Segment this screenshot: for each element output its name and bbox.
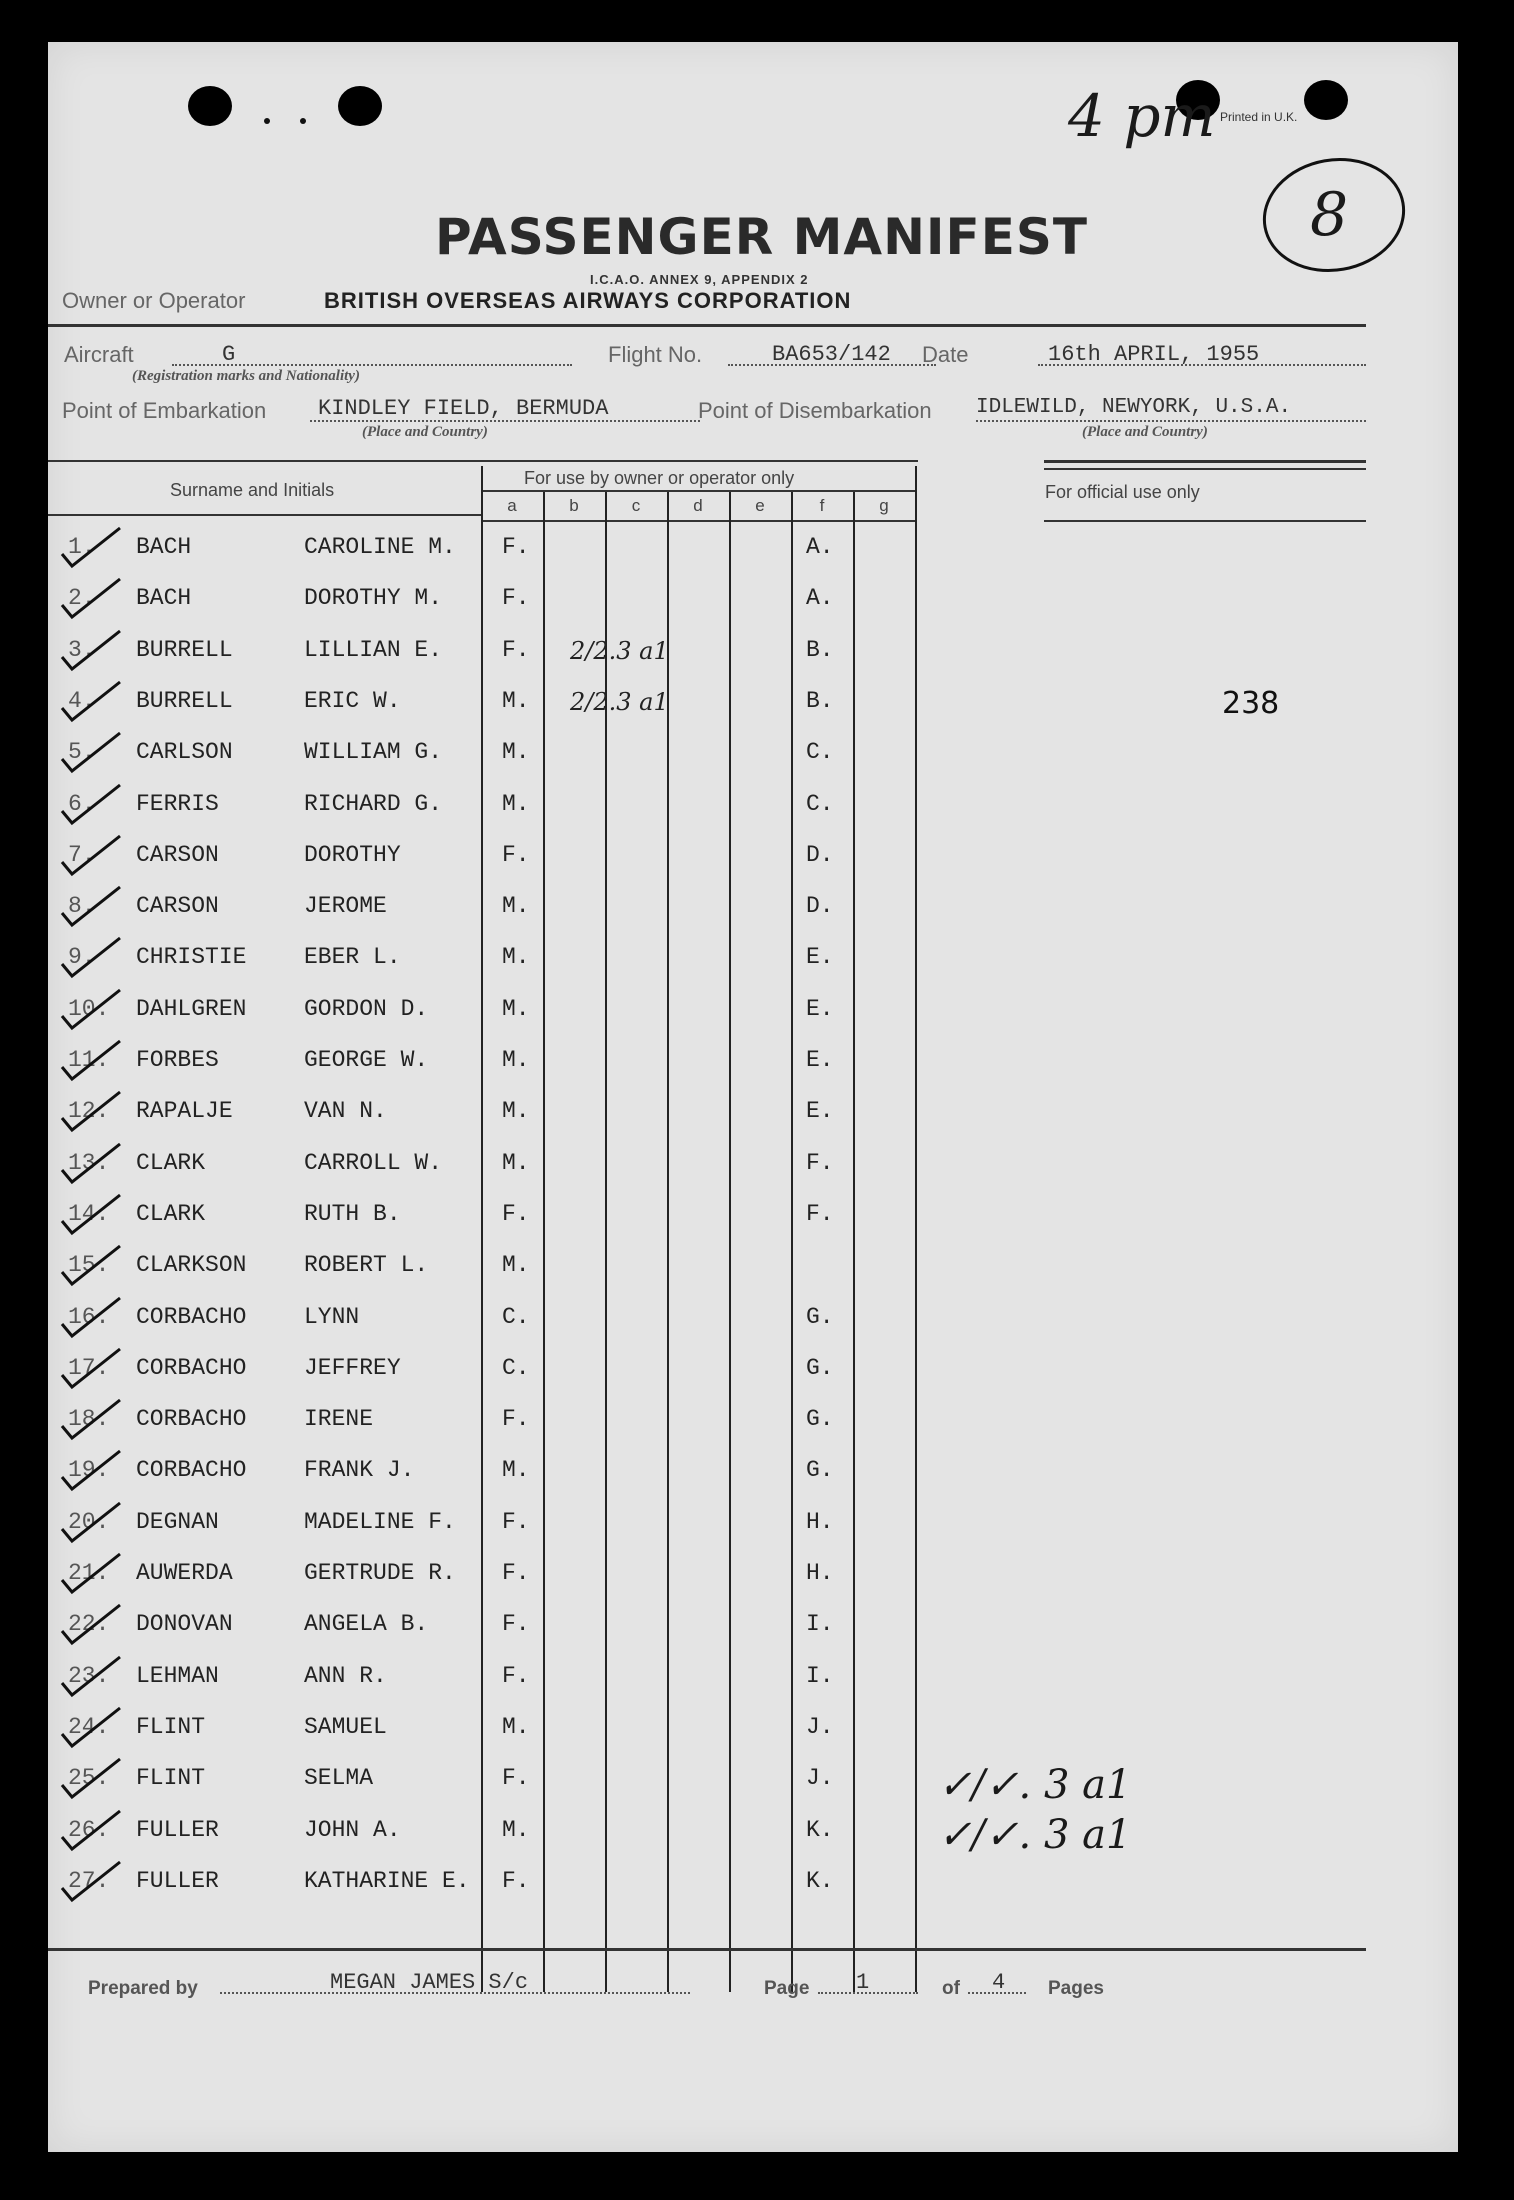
passenger-given-names: LYNN bbox=[304, 1303, 360, 1330]
passenger-sex: F. bbox=[502, 1560, 530, 1586]
embarkation-value: KINDLEY FIELD, BERMUDA bbox=[318, 396, 609, 421]
passenger-given-names: CAROLINE M. bbox=[304, 534, 456, 560]
passenger-sex: M. bbox=[502, 1098, 530, 1125]
passenger-row bbox=[48, 1294, 1458, 1345]
passenger-given-names: MADELINE F. bbox=[304, 1508, 456, 1535]
punch-mark bbox=[264, 118, 270, 124]
row-number: 2. bbox=[68, 585, 96, 612]
embarkation-line bbox=[310, 420, 700, 422]
passenger-surname: DEGNAN bbox=[136, 1508, 219, 1535]
passenger-given-names: ANGELA B. bbox=[304, 1611, 429, 1638]
passenger-group: I. bbox=[806, 1662, 834, 1689]
official-note: ✓/✓. 3 a1 bbox=[938, 1762, 1132, 1808]
col-a-header: a bbox=[507, 496, 517, 515]
passenger-group: E. bbox=[806, 995, 834, 1022]
passenger-sex: F. bbox=[502, 636, 530, 663]
col-b-header: b bbox=[569, 496, 579, 515]
tick-mark bbox=[58, 986, 128, 1032]
passenger-given-names: ANN R. bbox=[304, 1662, 387, 1689]
passenger-row bbox=[48, 729, 1458, 780]
punch-hole bbox=[188, 86, 232, 126]
passenger-given-names: LILLIAN E. bbox=[304, 636, 443, 663]
official-header-rule bbox=[1044, 520, 1366, 522]
passenger-group: F. bbox=[806, 1149, 834, 1176]
page-subtitle: I.C.A.O. ANNEX 9, APPENDIX 2 bbox=[590, 272, 809, 287]
col-c-header: c bbox=[631, 496, 641, 515]
row-number: 13. bbox=[68, 1149, 110, 1176]
row-number: 5. bbox=[68, 739, 96, 766]
row-number: 25. bbox=[68, 1765, 110, 1792]
passenger-group: G. bbox=[806, 1303, 834, 1330]
passenger-sex: F. bbox=[502, 1662, 530, 1689]
passenger-given-names: IRENE bbox=[304, 1406, 374, 1433]
passenger-sex: M. bbox=[502, 739, 530, 766]
passenger-row bbox=[48, 1601, 1458, 1652]
row-number: 21. bbox=[68, 1560, 110, 1586]
row-number: 19. bbox=[68, 1457, 110, 1484]
passenger-row bbox=[48, 1191, 1458, 1242]
tick-mark bbox=[58, 832, 128, 878]
passenger-group: G. bbox=[806, 1354, 834, 1381]
passenger-given-names: SAMUEL bbox=[304, 1713, 387, 1740]
passenger-sex: F. bbox=[502, 1765, 530, 1792]
passenger-row bbox=[48, 1653, 1458, 1704]
passenger-given-names: JEROME bbox=[304, 893, 387, 920]
passenger-sex: C. bbox=[502, 1303, 530, 1330]
passenger-surname: LEHMAN bbox=[136, 1662, 219, 1689]
punch-hole bbox=[1304, 80, 1348, 120]
tick-mark bbox=[58, 575, 128, 621]
passenger-surname: BURRELL bbox=[136, 636, 233, 663]
official-top-rule bbox=[1044, 460, 1366, 463]
col-e-header: e bbox=[755, 496, 765, 515]
row-number: 23. bbox=[68, 1662, 110, 1689]
passenger-sex: M. bbox=[502, 893, 530, 920]
passenger-row bbox=[48, 524, 1458, 575]
passenger-surname: AUWERDA bbox=[136, 1560, 233, 1586]
passenger-row bbox=[48, 678, 1458, 729]
passenger-surname: CLARK bbox=[136, 1200, 206, 1227]
passenger-given-names: JEFFREY bbox=[304, 1354, 401, 1381]
prepared-label: Prepared by bbox=[88, 1978, 198, 1999]
col-f-header: f bbox=[819, 496, 825, 515]
passenger-sex: M. bbox=[502, 995, 530, 1022]
tick-mark bbox=[58, 1653, 128, 1699]
passenger-row bbox=[48, 1858, 1458, 1909]
passenger-surname: RAPALJE bbox=[136, 1098, 233, 1125]
disembarkation-value: IDLEWILD, NEWYORK, U.S.A. bbox=[976, 396, 1292, 419]
row-number: 7. bbox=[68, 841, 96, 868]
tick-mark bbox=[58, 524, 128, 570]
passenger-group: D. bbox=[806, 893, 834, 920]
tick-mark bbox=[58, 883, 128, 929]
disembarkation-note: (Place and Country) bbox=[1082, 424, 1208, 440]
passenger-group: E. bbox=[806, 944, 834, 971]
passenger-surname: CARLSON bbox=[136, 739, 233, 766]
page-value: 1 bbox=[856, 1970, 870, 1995]
passenger-group: A. bbox=[806, 585, 834, 612]
row-number: 20. bbox=[68, 1508, 110, 1535]
passenger-surname: CARSON bbox=[136, 893, 219, 920]
passenger-group: E. bbox=[806, 1047, 834, 1073]
passenger-group: H. bbox=[806, 1508, 834, 1535]
handwritten-page-number: 8 bbox=[1310, 180, 1349, 250]
printed-in-label: Printed in U.K. bbox=[1220, 110, 1298, 124]
passenger-sex: M. bbox=[502, 1713, 530, 1740]
tick-mark bbox=[58, 1447, 128, 1493]
row-number: 27. bbox=[68, 1867, 110, 1894]
official-number: 238 bbox=[1222, 686, 1280, 721]
owner-use-subrule bbox=[482, 490, 916, 492]
row-number: 17. bbox=[68, 1354, 110, 1381]
row-number: 14. bbox=[68, 1200, 110, 1227]
manifest-sheet bbox=[48, 42, 1458, 2152]
flight-label: Flight No. bbox=[608, 342, 703, 367]
passenger-given-names: FRANK J. bbox=[304, 1457, 415, 1484]
row-number: 1. bbox=[68, 534, 96, 560]
passenger-surname: FLINT bbox=[136, 1713, 206, 1740]
passenger-group: K. bbox=[806, 1816, 834, 1843]
embarkation-note: (Place and Country) bbox=[362, 424, 488, 440]
passenger-row bbox=[48, 1088, 1458, 1139]
passenger-row bbox=[48, 1499, 1458, 1550]
passenger-group: H. bbox=[806, 1560, 834, 1586]
passenger-group: J. bbox=[806, 1713, 834, 1740]
passenger-group: C. bbox=[806, 739, 834, 766]
passenger-surname: BURRELL bbox=[136, 687, 233, 714]
table-bottom-rule bbox=[48, 1948, 1366, 1951]
aircraft-line bbox=[172, 364, 572, 366]
passenger-sex: F. bbox=[502, 841, 530, 868]
row-number: 10. bbox=[68, 995, 110, 1022]
row-number: 16. bbox=[68, 1303, 110, 1330]
passenger-surname: DONOVAN bbox=[136, 1611, 233, 1638]
passenger-sex: F. bbox=[502, 1867, 530, 1894]
tick-mark bbox=[58, 781, 128, 827]
prepared-value: MEGAN JAMES S/c bbox=[330, 1970, 529, 1995]
handwritten-note: 2/2.3 a1 bbox=[570, 636, 669, 665]
passenger-sex: F. bbox=[502, 1508, 530, 1535]
passenger-surname: FULLER bbox=[136, 1867, 219, 1894]
tick-mark bbox=[58, 678, 128, 724]
passenger-given-names: DOROTHY bbox=[304, 841, 401, 868]
passenger-given-names: VAN N. bbox=[304, 1098, 387, 1125]
pages-label: Pages bbox=[1048, 1978, 1104, 1999]
passenger-surname: CORBACHO bbox=[136, 1303, 247, 1330]
passenger-row bbox=[48, 1550, 1458, 1601]
row-number: 6. bbox=[68, 790, 96, 817]
passenger-sex: M. bbox=[502, 1816, 530, 1843]
table-top-rule bbox=[48, 460, 918, 462]
passenger-group: B. bbox=[806, 636, 834, 663]
flight-line bbox=[728, 364, 936, 366]
passenger-surname: FORBES bbox=[136, 1047, 219, 1073]
tick-mark bbox=[58, 1755, 128, 1801]
of-line bbox=[968, 1992, 1026, 1994]
passenger-surname: CORBACHO bbox=[136, 1406, 247, 1433]
tick-mark bbox=[58, 1037, 128, 1083]
official-note: ✓/✓. 3 a1 bbox=[938, 1812, 1132, 1858]
passenger-sex: M. bbox=[502, 1047, 530, 1073]
surname-header: Surname and Initials bbox=[170, 480, 335, 500]
punch-mark bbox=[300, 118, 306, 124]
passenger-group: F. bbox=[806, 1200, 834, 1227]
passenger-row bbox=[48, 1704, 1458, 1755]
prepared-line bbox=[220, 1992, 690, 1994]
owner-use-header: For use by owner or operator only bbox=[524, 468, 795, 488]
passenger-surname: BACH bbox=[136, 534, 192, 560]
passenger-surname: CHRISTIE bbox=[136, 944, 247, 971]
passenger-surname: FLINT bbox=[136, 1765, 206, 1792]
row-number: 11. bbox=[68, 1047, 110, 1073]
passenger-row bbox=[48, 986, 1458, 1037]
passenger-row bbox=[48, 1037, 1458, 1088]
passenger-row bbox=[48, 1396, 1458, 1447]
passenger-given-names: CARROLL W. bbox=[304, 1149, 443, 1176]
passenger-given-names: RUTH B. bbox=[304, 1200, 401, 1227]
owner-value: BRITISH OVERSEAS AIRWAYS CORPORATION bbox=[324, 288, 852, 313]
tick-mark bbox=[58, 1088, 128, 1134]
col-g-header: g bbox=[879, 496, 889, 515]
passenger-sex: M. bbox=[502, 1149, 530, 1176]
tick-mark bbox=[58, 1140, 128, 1186]
handwritten-time: 4 pm bbox=[1068, 82, 1216, 150]
col-d-header: d bbox=[693, 496, 703, 515]
passenger-sex: F. bbox=[502, 1611, 530, 1638]
tick-mark bbox=[58, 1601, 128, 1647]
aircraft-label: Aircraft bbox=[64, 342, 134, 367]
registration-note: (Registration marks and Nationality) bbox=[132, 368, 360, 384]
row-number: 3. bbox=[68, 636, 96, 663]
passenger-surname: CORBACHO bbox=[136, 1354, 247, 1381]
passenger-given-names: KATHARINE E. bbox=[304, 1867, 470, 1894]
page-line bbox=[818, 1992, 918, 1994]
passenger-sex: M. bbox=[502, 944, 530, 971]
passenger-group: D. bbox=[806, 841, 834, 868]
passenger-row bbox=[48, 575, 1458, 626]
disembarkation-label: Point of Disembarkation bbox=[698, 398, 932, 423]
of-value: 4 bbox=[992, 1970, 1006, 1995]
tick-mark bbox=[58, 1550, 128, 1596]
passenger-surname: DAHLGREN bbox=[136, 995, 247, 1022]
passenger-sex: F. bbox=[502, 1200, 530, 1227]
passenger-row bbox=[48, 1140, 1458, 1191]
aircraft-value: G bbox=[222, 342, 236, 367]
passenger-given-names: SELMA bbox=[304, 1765, 374, 1792]
passenger-row bbox=[48, 781, 1458, 832]
passenger-row bbox=[48, 832, 1458, 883]
passenger-row bbox=[48, 1345, 1458, 1396]
row-number: 9. bbox=[68, 944, 96, 971]
tick-mark bbox=[58, 1345, 128, 1391]
tick-mark bbox=[58, 1191, 128, 1237]
passenger-sex: M. bbox=[502, 1457, 530, 1484]
passenger-surname: CORBACHO bbox=[136, 1457, 247, 1484]
disembarkation-line bbox=[976, 420, 1366, 422]
passenger-group: G. bbox=[806, 1406, 834, 1433]
tick-mark bbox=[58, 1499, 128, 1545]
passenger-sex: M. bbox=[502, 790, 530, 817]
date-line bbox=[1038, 364, 1366, 366]
owner-label: Owner or Operator bbox=[62, 288, 246, 313]
passenger-sex: C. bbox=[502, 1354, 530, 1381]
row-number: 22. bbox=[68, 1611, 110, 1638]
tick-mark bbox=[58, 1396, 128, 1442]
column-header-bottom-rule bbox=[482, 520, 916, 522]
passenger-group: A. bbox=[806, 534, 834, 560]
row-number: 8. bbox=[68, 893, 96, 920]
header-bottom-rule bbox=[48, 514, 482, 516]
passenger-sex: M. bbox=[502, 687, 530, 714]
passenger-given-names: ERIC W. bbox=[304, 687, 401, 714]
handwritten-note: 2/2.3 a1 bbox=[570, 687, 669, 716]
passenger-given-names: GEORGE W. bbox=[304, 1047, 429, 1073]
passenger-row bbox=[48, 1807, 1458, 1858]
passenger-row bbox=[48, 627, 1458, 678]
embarkation-label: Point of Embarkation bbox=[62, 398, 267, 423]
passenger-group: E. bbox=[806, 1098, 834, 1125]
date-value: 16th APRIL, 1955 bbox=[1048, 342, 1260, 367]
official-use-header: For official use only bbox=[1045, 482, 1200, 502]
passenger-sex: F. bbox=[502, 534, 530, 560]
owner-rule bbox=[48, 324, 1366, 327]
tick-mark bbox=[58, 1294, 128, 1340]
passenger-surname: FULLER bbox=[136, 1816, 219, 1843]
passenger-row bbox=[48, 1242, 1458, 1293]
passenger-row bbox=[48, 883, 1458, 934]
passenger-row bbox=[48, 1755, 1458, 1806]
passenger-given-names: ROBERT L. bbox=[304, 1252, 429, 1279]
passenger-group: I. bbox=[806, 1611, 834, 1638]
passenger-sex: F. bbox=[502, 585, 530, 612]
passenger-given-names: GERTRUDE R. bbox=[304, 1560, 456, 1586]
official-second-rule bbox=[1044, 468, 1366, 470]
tick-mark bbox=[58, 1807, 128, 1853]
passenger-surname: CLARKSON bbox=[136, 1252, 247, 1279]
of-label: of bbox=[942, 1978, 960, 1999]
row-number: 4. bbox=[68, 687, 96, 714]
passenger-given-names: JOHN A. bbox=[304, 1816, 401, 1843]
tick-mark bbox=[58, 1858, 128, 1904]
passenger-sex: M. bbox=[502, 1252, 530, 1279]
flight-value: BA653/142 bbox=[772, 342, 891, 367]
date-label: Date bbox=[922, 342, 969, 367]
page-label: Page bbox=[764, 1978, 810, 1999]
passenger-row bbox=[48, 1447, 1458, 1498]
punch-hole bbox=[338, 86, 382, 126]
passenger-group: J. bbox=[806, 1765, 834, 1792]
passenger-surname: CLARK bbox=[136, 1149, 206, 1176]
row-number: 26. bbox=[68, 1816, 110, 1843]
tick-mark bbox=[58, 934, 128, 980]
tick-mark bbox=[58, 627, 128, 673]
passenger-surname: BACH bbox=[136, 585, 192, 612]
passenger-given-names: WILLIAM G. bbox=[304, 739, 443, 766]
passenger-given-names: EBER L. bbox=[304, 944, 401, 971]
row-number: 18. bbox=[68, 1406, 110, 1433]
passenger-given-names: RICHARD G. bbox=[304, 790, 443, 817]
passenger-group: G. bbox=[806, 1457, 834, 1484]
tick-mark bbox=[58, 1704, 128, 1750]
passenger-group: K. bbox=[806, 1867, 834, 1894]
passenger-given-names: DOROTHY M. bbox=[304, 585, 443, 612]
passenger-sex: F. bbox=[502, 1406, 530, 1433]
passenger-group: C. bbox=[806, 790, 834, 817]
page-title: PASSENGER MANIFEST bbox=[435, 208, 1088, 266]
tick-mark bbox=[58, 729, 128, 775]
row-number: 24. bbox=[68, 1713, 110, 1740]
passenger-surname: FERRIS bbox=[136, 790, 219, 817]
passenger-row bbox=[48, 934, 1458, 985]
passenger-surname: CARSON bbox=[136, 841, 219, 868]
row-number: 12. bbox=[68, 1098, 110, 1125]
row-number: 15. bbox=[68, 1252, 110, 1279]
tick-mark bbox=[58, 1242, 128, 1288]
passenger-given-names: GORDON D. bbox=[304, 995, 429, 1022]
passenger-group: B. bbox=[806, 687, 834, 714]
